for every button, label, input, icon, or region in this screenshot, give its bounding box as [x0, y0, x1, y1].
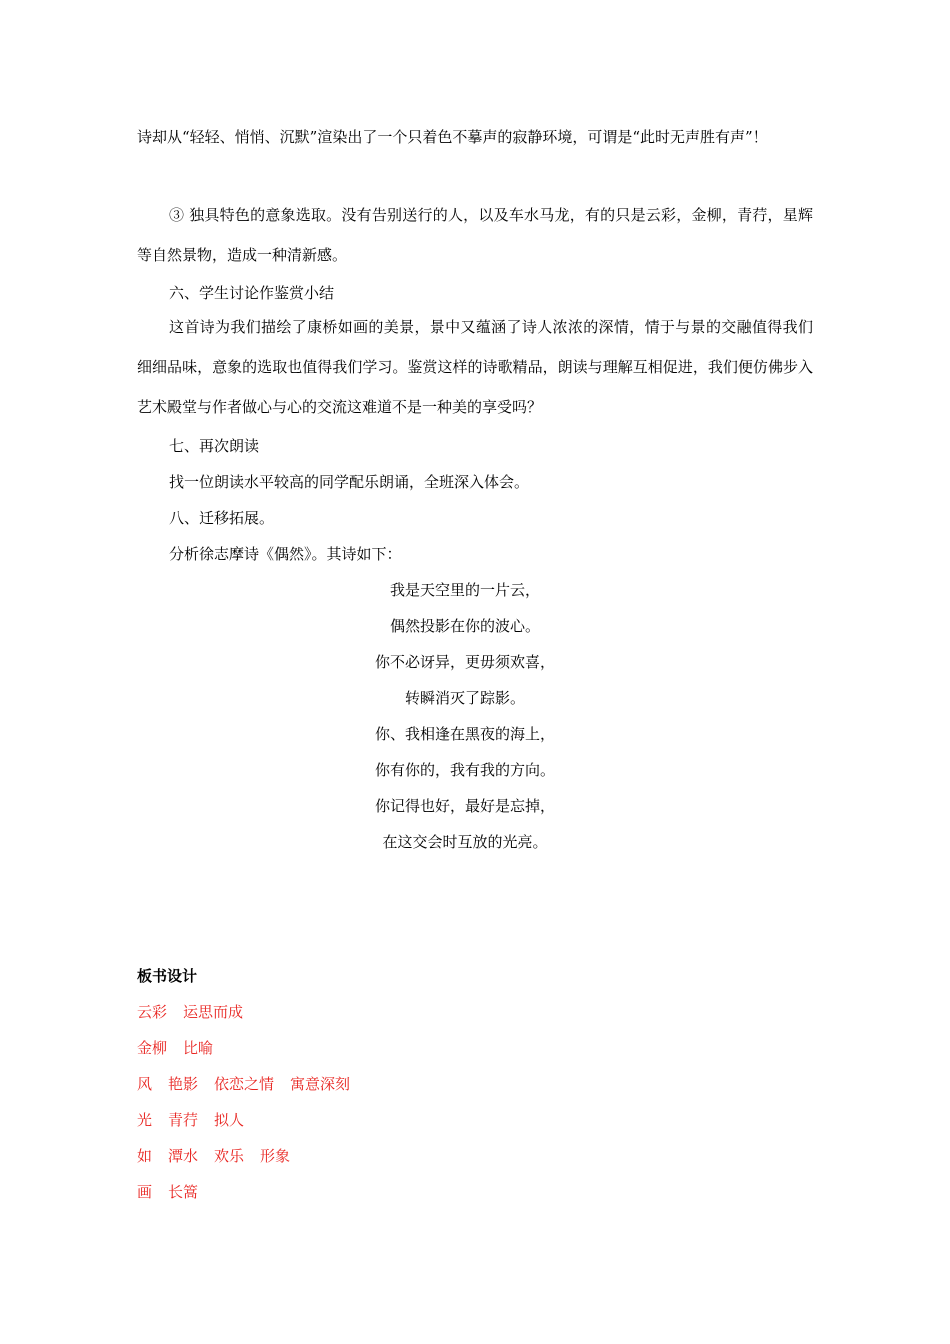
- board-item: 如: [137, 1147, 153, 1165]
- board-item: 运思而成: [183, 1003, 244, 1021]
- board-row: [137, 1146, 290, 1166]
- section-heading-7: 七、再次朗读: [169, 437, 260, 455]
- board-item: 长篙: [168, 1183, 199, 1201]
- paragraph-continued: 诗却从“轻轻、悄悄、沉默”渲染出了一个只着色不摹声的寂静环境，可谓是“此时无声胜有声”！: [137, 128, 768, 146]
- poem-line: 转瞬消灭了踪影。: [404, 689, 525, 707]
- board-row: [137, 1074, 350, 1094]
- paragraph-summary: 这首诗为我们描绘了康桥如画的美景，景中又蕴涵了诗人浓浓的深情，情于与景的交融值得我们细细品味，意象的选取也值得我们学习。鉴赏这样的诗歌精品，朗读与理解互相促进，我们便仿佛步入艺术殿堂与作者做心与心的交流这难道不是一种美的享受吗？: [137, 318, 813, 416]
- board-item: 形象: [260, 1147, 291, 1165]
- board-item: 艳影: [168, 1075, 199, 1093]
- poem-line: 你不必讶异，更毋须欢喜，: [374, 653, 555, 671]
- board-item: 画: [137, 1183, 153, 1201]
- poem-line: 你、我相逢在黑夜的海上，: [374, 725, 555, 743]
- paragraph-imagery: ③ 独具特色的意象选取。没有告别送行的人，以及车水马龙，有的只是云彩，金柳，青荇，星辉等自然景物，造成一种清新感。: [137, 206, 813, 264]
- board-item: 光: [137, 1111, 153, 1129]
- poem-line: 我是天空里的一片云，: [389, 581, 540, 599]
- poem-line: 你有你的，我有我的方向。: [374, 761, 555, 779]
- board-item: 潭水: [168, 1147, 199, 1165]
- board-item: 金柳: [137, 1039, 168, 1057]
- section-heading-6: 六、学生讨论作鉴赏小结: [169, 284, 335, 302]
- section-heading-8: 八、迁移拓展。: [169, 509, 275, 527]
- board-item: 依恋之情: [214, 1075, 275, 1093]
- board-item: 寓意深刻: [290, 1075, 351, 1093]
- paragraph-reading: 找一位朗读水平较高的同学配乐朗诵，全班深入体会。: [169, 473, 530, 491]
- board-design-title: 板书设计: [137, 967, 198, 985]
- board-item: 青荇: [168, 1111, 199, 1129]
- board-row: [137, 1002, 243, 1022]
- board-item: 比喻: [183, 1039, 214, 1057]
- poem-line: 你记得也好，最好是忘掉，: [374, 797, 555, 815]
- board-item: 云彩: [137, 1003, 168, 1021]
- board-item: 风: [137, 1075, 153, 1093]
- poem-line: 偶然投影在你的波心。: [389, 617, 540, 635]
- board-row: [137, 1038, 213, 1058]
- board-row: [137, 1110, 244, 1130]
- board-row: [137, 1182, 198, 1202]
- board-item: 拟人: [214, 1111, 245, 1129]
- board-item: 欢乐: [214, 1147, 245, 1165]
- poem-line: 在这交会时互放的光亮。: [382, 833, 548, 851]
- paragraph-analysis: 分析徐志摩诗《偶然》。其诗如下：: [169, 545, 402, 563]
